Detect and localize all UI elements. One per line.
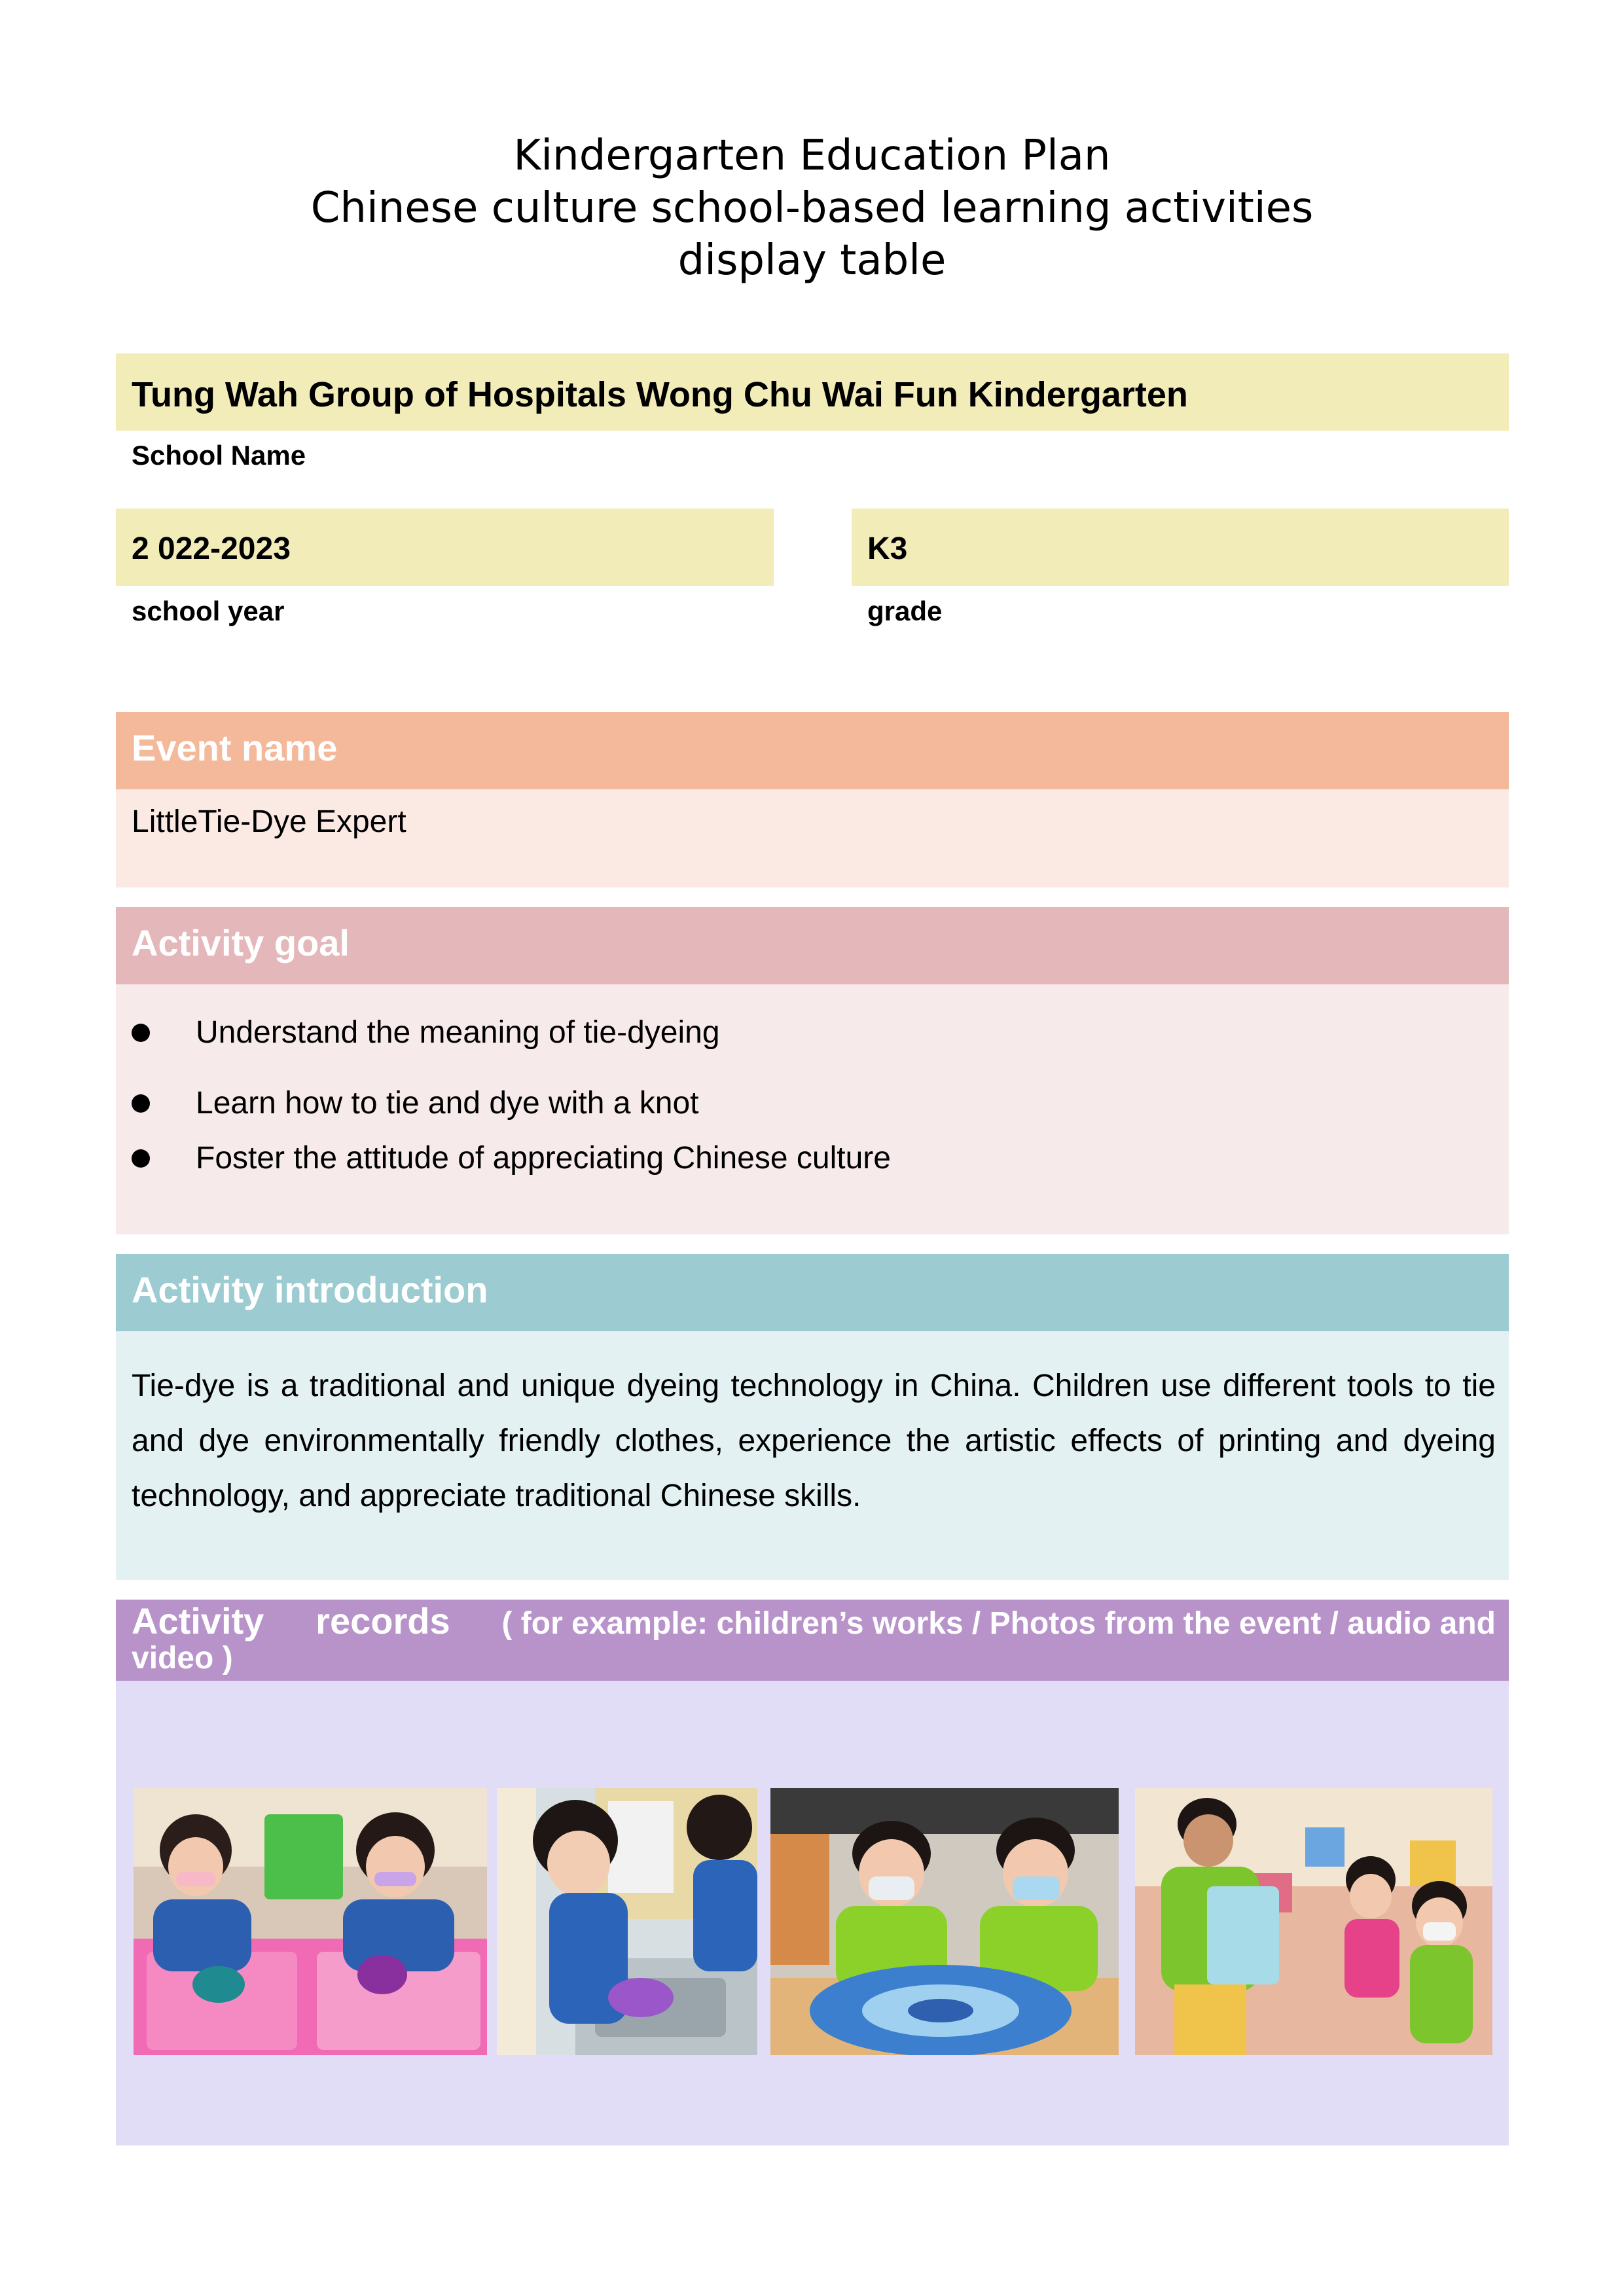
activity-records-heading-word1: Activity [132, 1600, 264, 1641]
event-name-value: LittleTie-Dye Expert [132, 804, 406, 839]
activity-intro-header [116, 1254, 1509, 1331]
bullet-icon [132, 1094, 150, 1113]
school-year-field [116, 509, 774, 586]
goal-item [116, 1139, 1425, 1178]
bullet-icon [132, 1149, 150, 1168]
grade-value: K3 [867, 531, 908, 566]
event-name-heading: Event name [132, 727, 338, 768]
bullet-icon [132, 1024, 150, 1042]
activity-records-heading-block [132, 1602, 1496, 1674]
school-year-value: 2 022-2023 [132, 531, 291, 566]
grade-label: grade [867, 596, 943, 626]
school-name-field [116, 353, 1509, 431]
title-line-1: Kindergarten Education Plan [513, 132, 1111, 180]
activity-intro-heading: Activity introduction [132, 1269, 488, 1310]
page-title [0, 130, 1624, 287]
event-name-header [116, 712, 1509, 789]
activity-photo-2 [497, 1788, 757, 2055]
activity-intro-text: Tie-dye is a traditional and unique dyeing technology in China. Children use different tools to tie and dye environmentally friendly clothes, experience the artistic effects of printing and dyeing technology, and appreciate traditional Chinese skills. [132, 1369, 1496, 1513]
activity-records-heading-word2: records [316, 1600, 450, 1641]
activity-records-header [116, 1600, 1509, 1681]
activity-photo-4 [1135, 1788, 1492, 2055]
photo-4-image [1135, 1788, 1492, 2055]
school-name-label: School Name [132, 440, 306, 471]
activity-intro-body [116, 1331, 1509, 1580]
goal-item-text: Foster the attitude of appreciating Chinese culture [196, 1141, 891, 1175]
activity-records-heading-line [132, 1602, 1496, 1643]
school-year-label: school year [132, 596, 285, 626]
title-line-3: display table [677, 236, 947, 285]
goal-item-text: Understand the meaning of tie-dyeing [196, 1015, 720, 1050]
grade-field [852, 509, 1509, 586]
goal-item-text: Learn how to tie and dye with a knot [196, 1086, 699, 1121]
activity-records-note: ( for example: children’s works / Photos from the event / audio and [501, 1606, 1496, 1641]
goal-item [116, 1084, 1425, 1123]
activity-records-note-line2: video ) [132, 1641, 233, 1676]
activity-goal-body [116, 984, 1509, 1234]
activity-goal-header [116, 907, 1509, 984]
photo-3-image [770, 1788, 1119, 2055]
photo-1-image [134, 1788, 487, 2055]
event-name-body [116, 789, 1509, 888]
activity-photo-1 [134, 1788, 487, 2055]
activity-goal-heading: Activity goal [132, 922, 350, 963]
school-name-value: Tung Wah Group of Hospitals Wong Chu Wai Fun Kindergarten [132, 375, 1188, 414]
goal-item [116, 1013, 1425, 1052]
title-line-2: Chinese culture school-based learning activities [310, 184, 1314, 232]
activity-photo-3 [770, 1788, 1119, 2055]
activity-records-body [116, 1681, 1509, 2145]
photo-2-image [497, 1788, 757, 2055]
